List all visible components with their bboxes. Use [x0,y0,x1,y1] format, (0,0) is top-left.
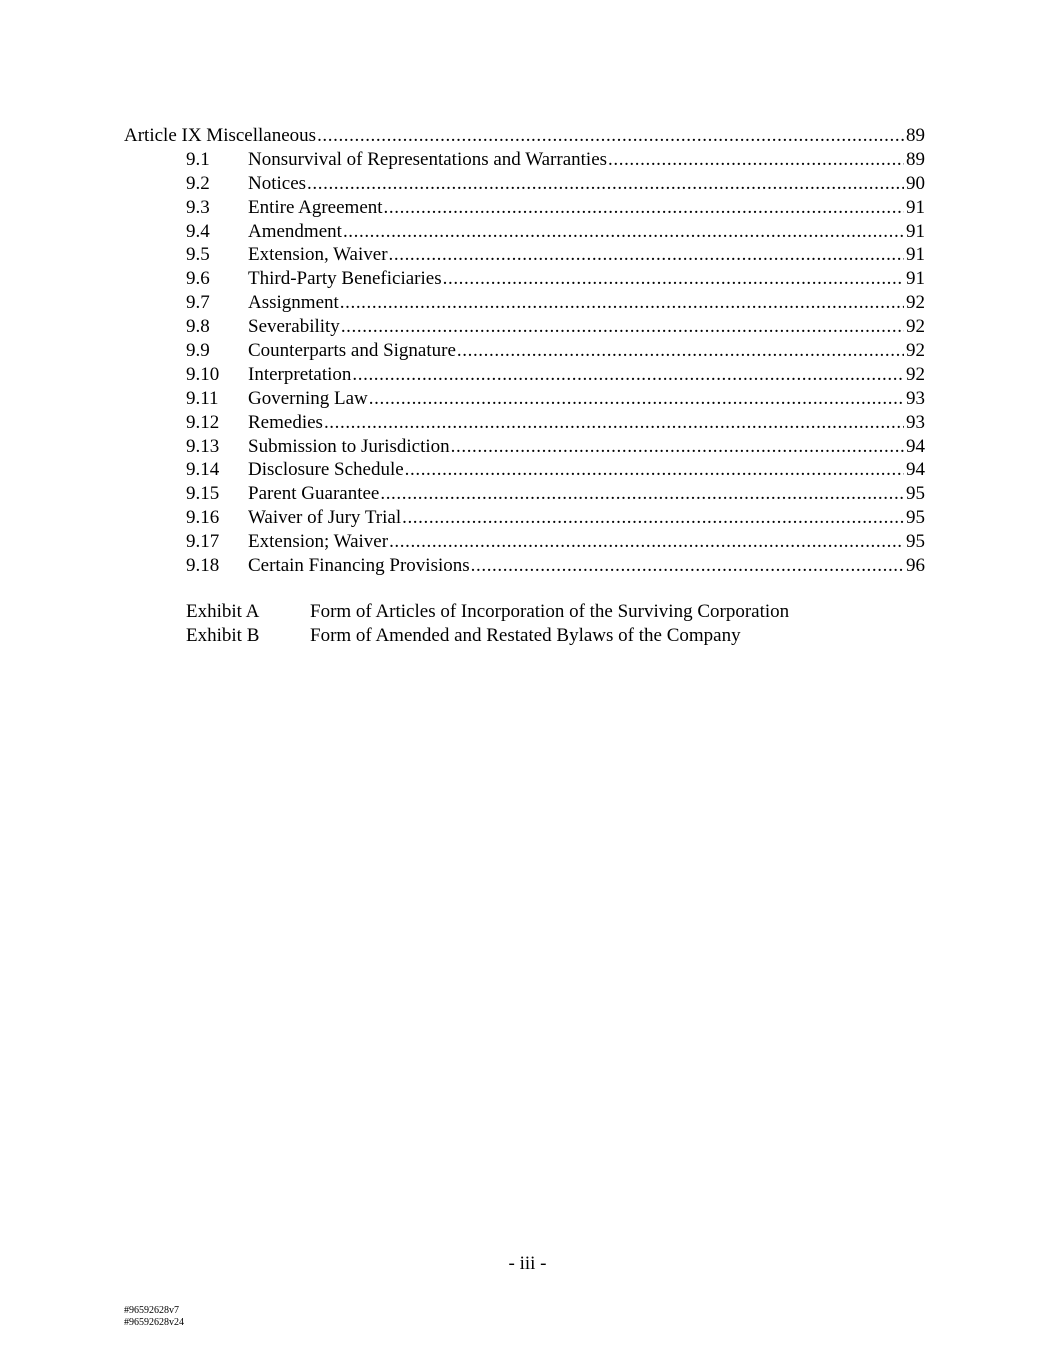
exhibit-row[interactable] [186,600,789,624]
toc-section-number: 9.15 [186,483,220,505]
toc-section-row[interactable] [124,506,925,530]
toc-section-title: Severability [248,316,340,338]
toc-section-row[interactable] [124,363,925,387]
toc-section-title: Entire Agreement [248,196,383,218]
toc-section-row[interactable] [124,315,925,339]
toc-section-page: 95 [906,483,925,505]
toc-article-row[interactable] [124,124,925,148]
document-id: #96592628v24 [124,1317,184,1328]
exhibit-row[interactable] [186,624,789,648]
document-id: #96592628v7 [124,1305,179,1316]
toc-section-row[interactable] [124,172,925,196]
toc-dot-leader [380,482,904,506]
toc-dot-leader [457,339,904,363]
toc-dot-leader [369,387,904,411]
toc-section-page: 92 [906,363,925,385]
toc-section-number: 9.16 [186,507,220,529]
toc-section-title: Governing Law [248,387,368,409]
table-of-contents [124,124,925,578]
toc-section-row[interactable] [124,387,925,411]
toc-section-page: 89 [906,148,925,170]
toc-section-title: Waiver of Jury Trial [248,507,402,529]
toc-section-row[interactable] [124,482,925,506]
toc-section-page: 92 [906,292,925,314]
toc-section-title: Third-Party Beneficiaries [248,268,442,290]
toc-section-number: 9.17 [186,531,220,553]
toc-section-number: 9.10 [186,363,220,385]
toc-section-row[interactable] [124,220,925,244]
toc-section-row[interactable] [124,530,925,554]
toc-section-row[interactable] [124,339,925,363]
toc-section-number: 9.3 [186,196,210,218]
toc-section-title: Notices [248,172,307,194]
toc-article-page: 89 [906,125,925,146]
toc-section-number: 9.8 [186,316,210,338]
exhibit-title: Form of Amended and Restated Bylaws of the Company [310,625,741,646]
toc-section-title: Amendment [248,220,342,242]
exhibit-label: Exhibit B [186,625,260,646]
toc-section-number: 9.18 [186,555,220,577]
toc-section-title: Extension; Waiver [248,531,389,553]
toc-section-number: 9.9 [186,340,210,362]
toc-dot-leader [451,435,904,459]
toc-section-row[interactable] [124,435,925,459]
toc-dot-leader [352,363,904,387]
toc-dot-leader [608,148,904,172]
toc-section-number: 9.4 [186,220,210,242]
page-number: - iii - [508,1253,547,1274]
toc-dot-leader [471,554,904,578]
exhibit-list [186,600,789,648]
toc-section-title: Assignment [248,292,339,314]
toc-section-row[interactable] [124,411,925,435]
toc-section-title: Submission to Jurisdiction [248,435,450,457]
toc-dot-leader [307,172,904,196]
toc-section-page: 91 [906,196,925,218]
toc-section-page: 93 [906,387,925,409]
toc-section-title: Certain Financing Provisions [248,555,470,577]
toc-section-number: 9.14 [186,459,220,481]
toc-dot-leader [389,530,904,554]
toc-section-number: 9.2 [186,172,210,194]
toc-section-title: Parent Guarantee [248,483,380,505]
toc-section-list [124,148,925,578]
toc-dot-leader [343,220,904,244]
toc-section-title: Counterparts and Signature [248,340,456,362]
toc-section-title: Interpretation [248,363,352,385]
toc-section-title: Disclosure Schedule [248,459,404,481]
toc-section-number: 9.5 [186,244,210,266]
toc-section-row[interactable] [124,267,925,291]
toc-section-number: 9.12 [186,411,220,433]
toc-dot-leader [402,506,904,530]
toc-dot-leader [324,411,904,435]
toc-dot-leader [384,196,904,220]
toc-section-row[interactable] [124,291,925,315]
toc-dot-leader [340,291,904,315]
toc-section-title: Extension, Waiver [248,244,388,266]
toc-section-page: 95 [906,507,925,529]
toc-section-number: 9.7 [186,292,210,314]
toc-section-number: 9.11 [186,387,219,409]
toc-section-page: 96 [906,555,925,577]
toc-section-number: 9.13 [186,435,220,457]
toc-section-page: 91 [906,268,925,290]
toc-section-page: 94 [906,459,925,481]
toc-section-title: Nonsurvival of Representations and Warranties [248,148,608,170]
toc-dot-leader [405,458,904,482]
toc-section-page: 91 [906,220,925,242]
toc-section-page: 90 [906,172,925,194]
toc-section-page: 95 [906,531,925,553]
toc-dot-leader [317,124,904,148]
toc-section-row[interactable] [124,554,925,578]
toc-section-page: 93 [906,411,925,433]
toc-section-number: 9.1 [186,148,210,170]
toc-section-row[interactable] [124,458,925,482]
toc-section-number: 9.6 [186,268,210,290]
toc-section-page: 94 [906,435,925,457]
document-id-stamp [124,1305,184,1329]
toc-section-row[interactable] [124,148,925,172]
toc-dot-leader [389,243,904,267]
toc-section-row[interactable] [124,196,925,220]
toc-section-page: 92 [906,316,925,338]
toc-article-title: Article IX Miscellaneous [124,125,317,146]
exhibit-title: Form of Articles of Incorporation of the Surviving Corporation [310,601,790,622]
toc-section-page: 92 [906,340,925,362]
toc-dot-leader [443,267,904,291]
exhibit-label: Exhibit A [186,601,260,622]
toc-dot-leader [341,315,904,339]
toc-section-row[interactable] [124,243,925,267]
toc-section-title: Remedies [248,411,323,433]
toc-section-page: 91 [906,244,925,266]
